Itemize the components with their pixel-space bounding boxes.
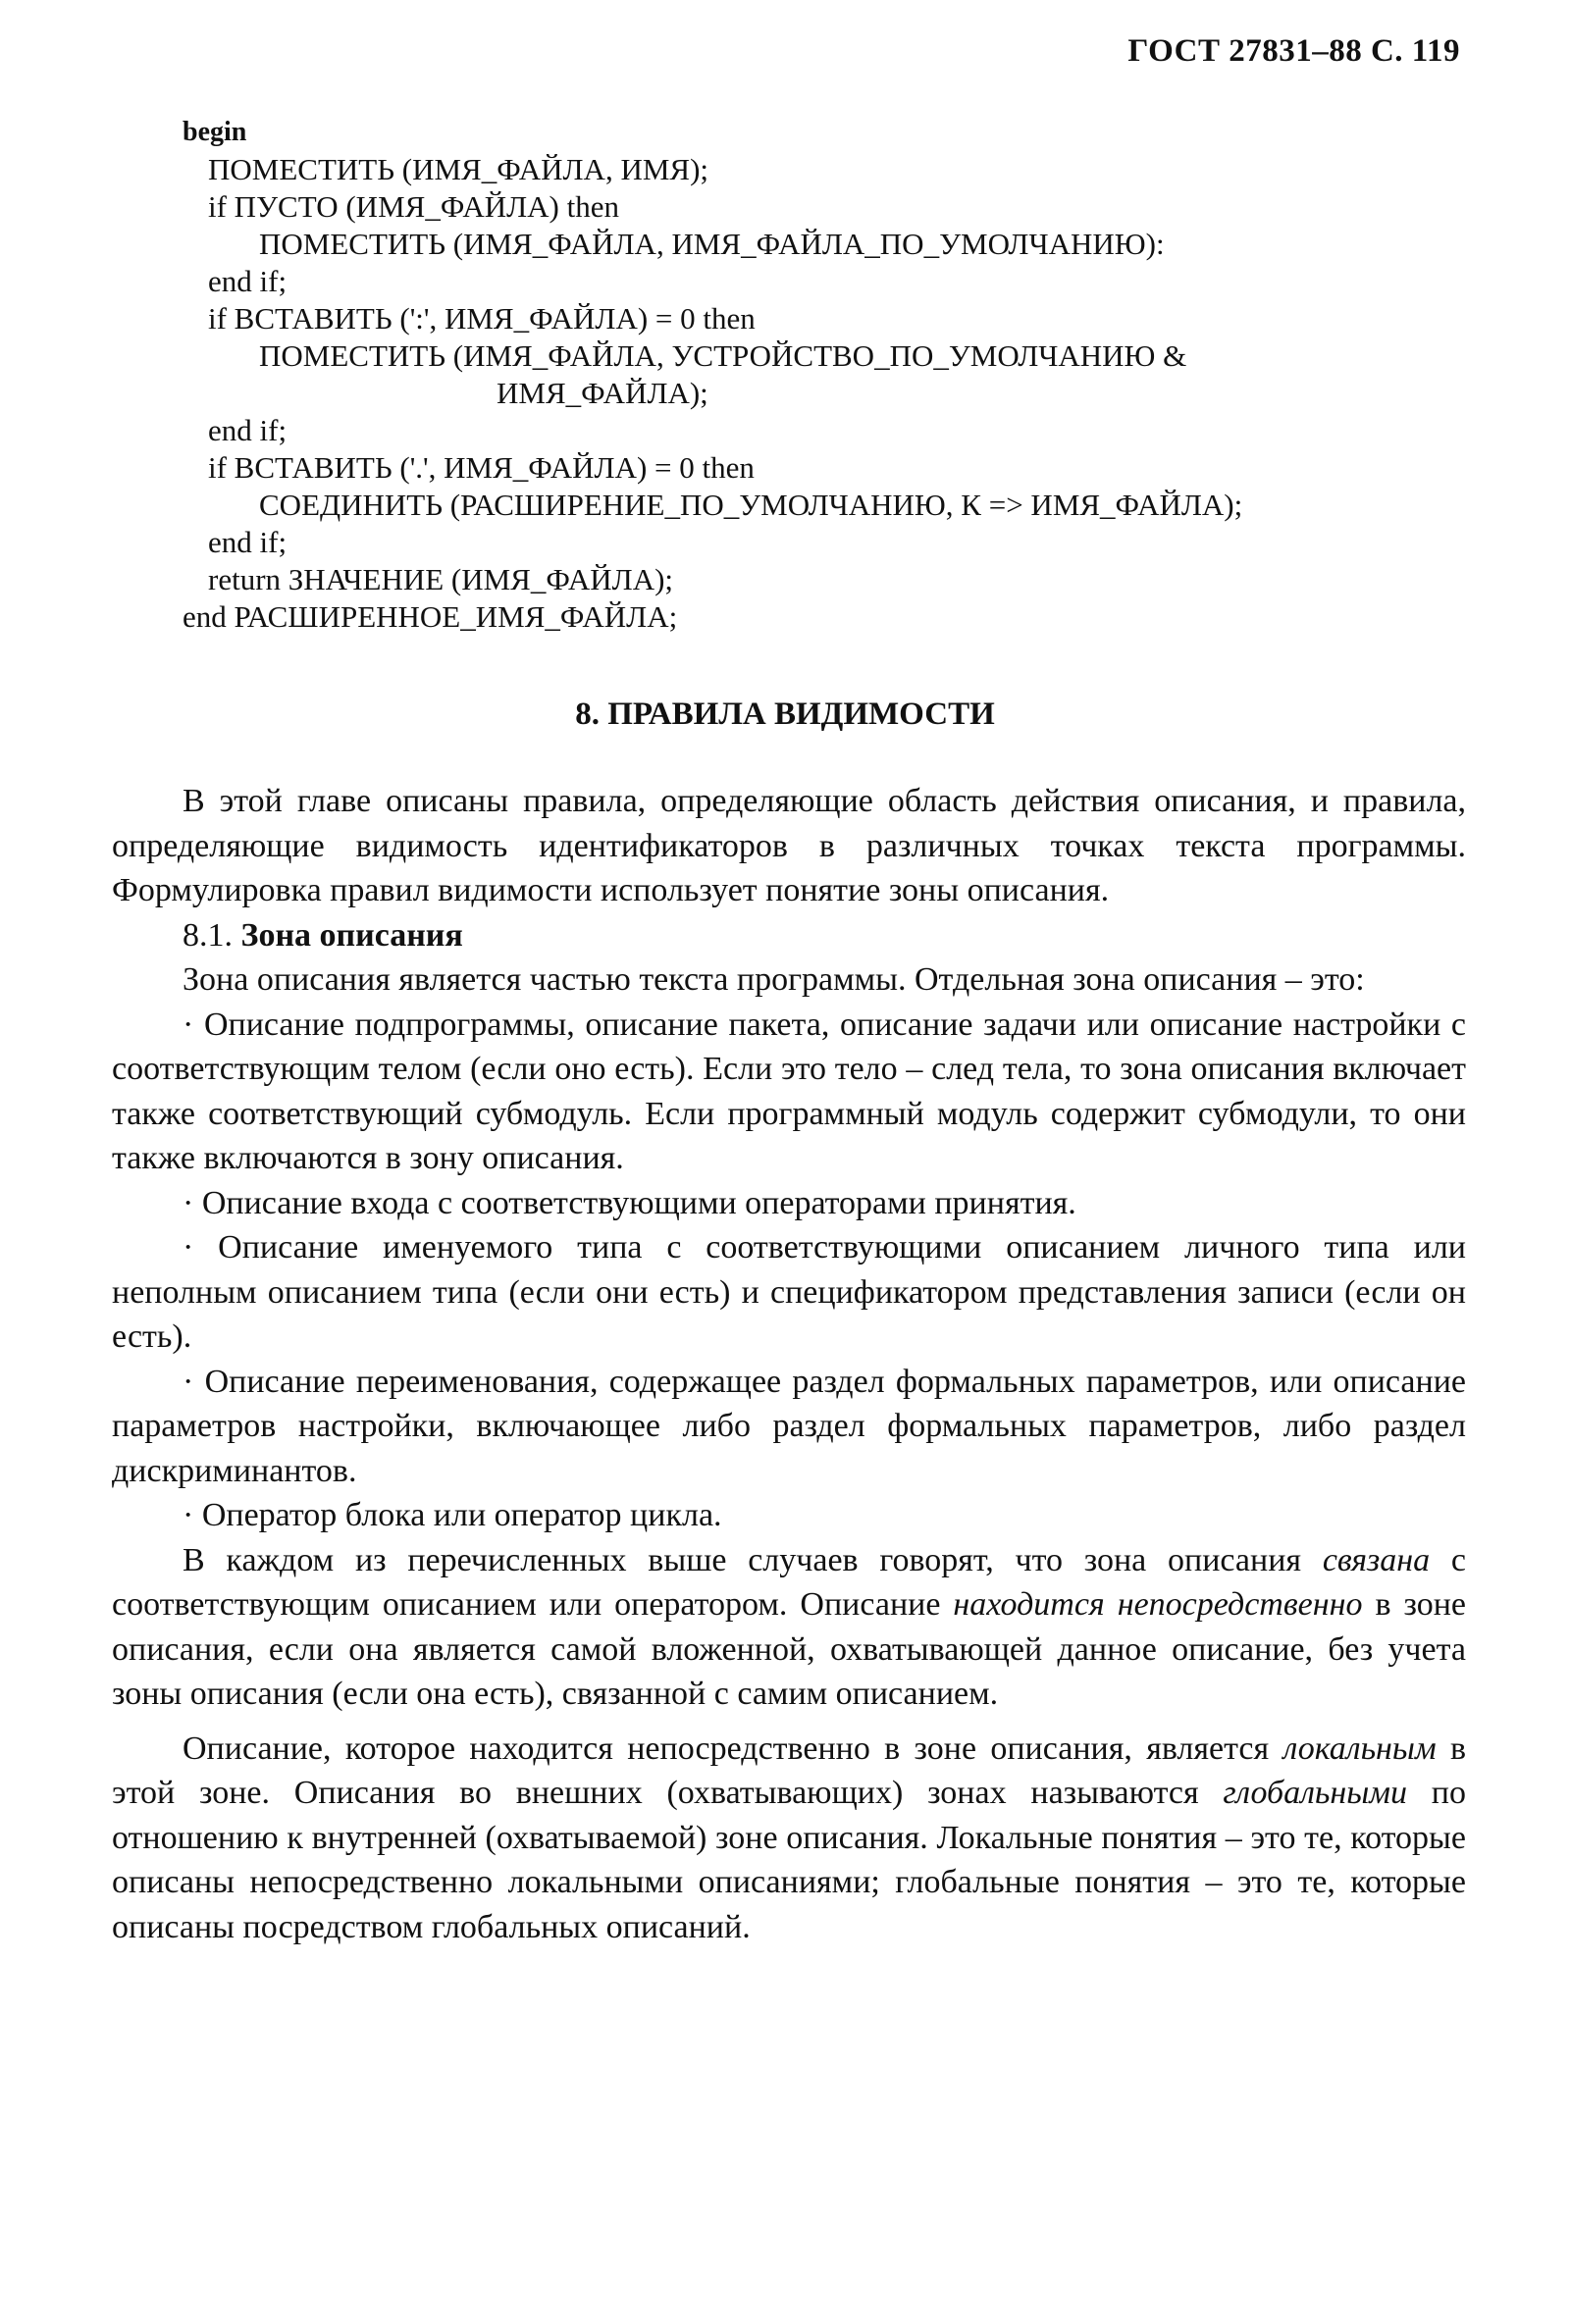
section-heading: 8. ПРАВИЛА ВИДИМОСТИ (575, 697, 995, 732)
code-line: end if; (208, 413, 288, 447)
term-associated: связана (1322, 1541, 1431, 1578)
bullet-item: · Оператор блока или оператор цикла. (183, 1497, 722, 1533)
code-line: if ПУСТО (ИМЯ_ФАЙЛА) then (208, 189, 619, 224)
term-global: глобальными (1223, 1775, 1407, 1811)
subsection-title (112, 913, 1466, 958)
code-line: ПОМЕСТИТЬ (ИМЯ_ФАЙЛА, УСТРОЙСТВО_ПО_УМОЛЧАНИЮ & (259, 338, 1187, 373)
code-line: return ЗНАЧЕНИЕ (ИМЯ_ФАЙЛА); (208, 562, 674, 596)
code-line: if ВСТАВИТЬ (':', ИМЯ_ФАЙЛА) = 0 then (208, 301, 756, 336)
zone-definition-paragraph: Зона описания является частью текста программы. Отдельная зона описания – это: (183, 961, 1365, 998)
term-local: локальным (1282, 1730, 1437, 1767)
code-line: ПОМЕСТИТЬ (ИМЯ_ФАЙЛА, ИМЯ); (208, 152, 709, 186)
code-line: ПОМЕСТИТЬ (ИМЯ_ФАЙЛА, ИМЯ_ФАЙЛА_ПО_УМОЛЧАНИЮ): (259, 227, 1165, 261)
term-immediately: находится непосредственно (953, 1586, 1363, 1623)
code-line: СОЕДИНИТЬ (РАСШИРЕНИЕ_ПО_УМОЛЧАНИЮ, К => ИМЯ_ФАЙЛА); (259, 488, 1243, 522)
section-body (112, 779, 1466, 1949)
code-line: end if; (208, 525, 288, 559)
code-line-end: end РАСШИРЕННОЕ_ИМЯ_ФАЙЛА; (183, 599, 678, 634)
bullet-item: · Описание входа с соответствующими операторами принятия. (183, 1184, 1076, 1221)
associated-paragraph: В каждом из перечисленных выше случаев говорят, что зона описания связана с соответствующим описанием или оператором. Описание находится непосредственно в зоне описания, если она является самой вложенной, охватывающей данное описание, без учета зоны описания (если она есть), связанной с самим описанием. (112, 1541, 1467, 1712)
bullet-item: · Описание переименования, содержащее раздел формальных параметров, или описание параметров настройки, включающее либо раздел формальных параметров, либо раздел дискриминантов. (112, 1363, 1466, 1489)
running-header: ГОСТ 27831–88 С. 119 (1127, 33, 1460, 69)
intro-paragraph: В этой главе описаны правила, определяющие область действия описания, и правила, определяющие видимость идентификаторов в различных точках текста программы. Формулировка правил видимости использует понятие зоны описания. (112, 783, 1466, 908)
code-line: end if; (208, 264, 288, 298)
code-listing (183, 114, 1497, 636)
code-line: ИМЯ_ФАЙЛА); (497, 376, 708, 410)
local-global-paragraph: Описание, которое находится непосредственно в зоне описания, является локальным в этой зоне. Описания во внешних (охватывающих) зонах называются глобальными по отношению к внутренней (охватываемой) зоне описания. Локальные понятия – это те, которые описаны непосредственно локальными описаниями; глобальные понятия – это те, которые описаны посредством глобальных описаний. (112, 1730, 1467, 1945)
code-line-begin: begin (183, 117, 247, 147)
bullet-item: · Описание именуемого типа с соответствующими описанием личного типа или неполным описанием типа (если они есть) и спецификатором представления записи (если он есть). (112, 1229, 1466, 1355)
subsection-name: Зона описания (240, 916, 463, 954)
bullet-item: · Описание подпрограммы, описание пакета, описание задачи или описание настройки с соответствующим телом (если оно есть). Если это тело – след тела, то зона описания включает также соответствующий субмодуль. Если программный модуль содержит субмодули, то они также включаются в зону описания. (112, 1006, 1466, 1176)
subsection-number: 8.1. (183, 916, 233, 954)
code-line: if ВСТАВИТЬ ('.', ИМЯ_ФАЙЛА) = 0 then (208, 450, 755, 485)
